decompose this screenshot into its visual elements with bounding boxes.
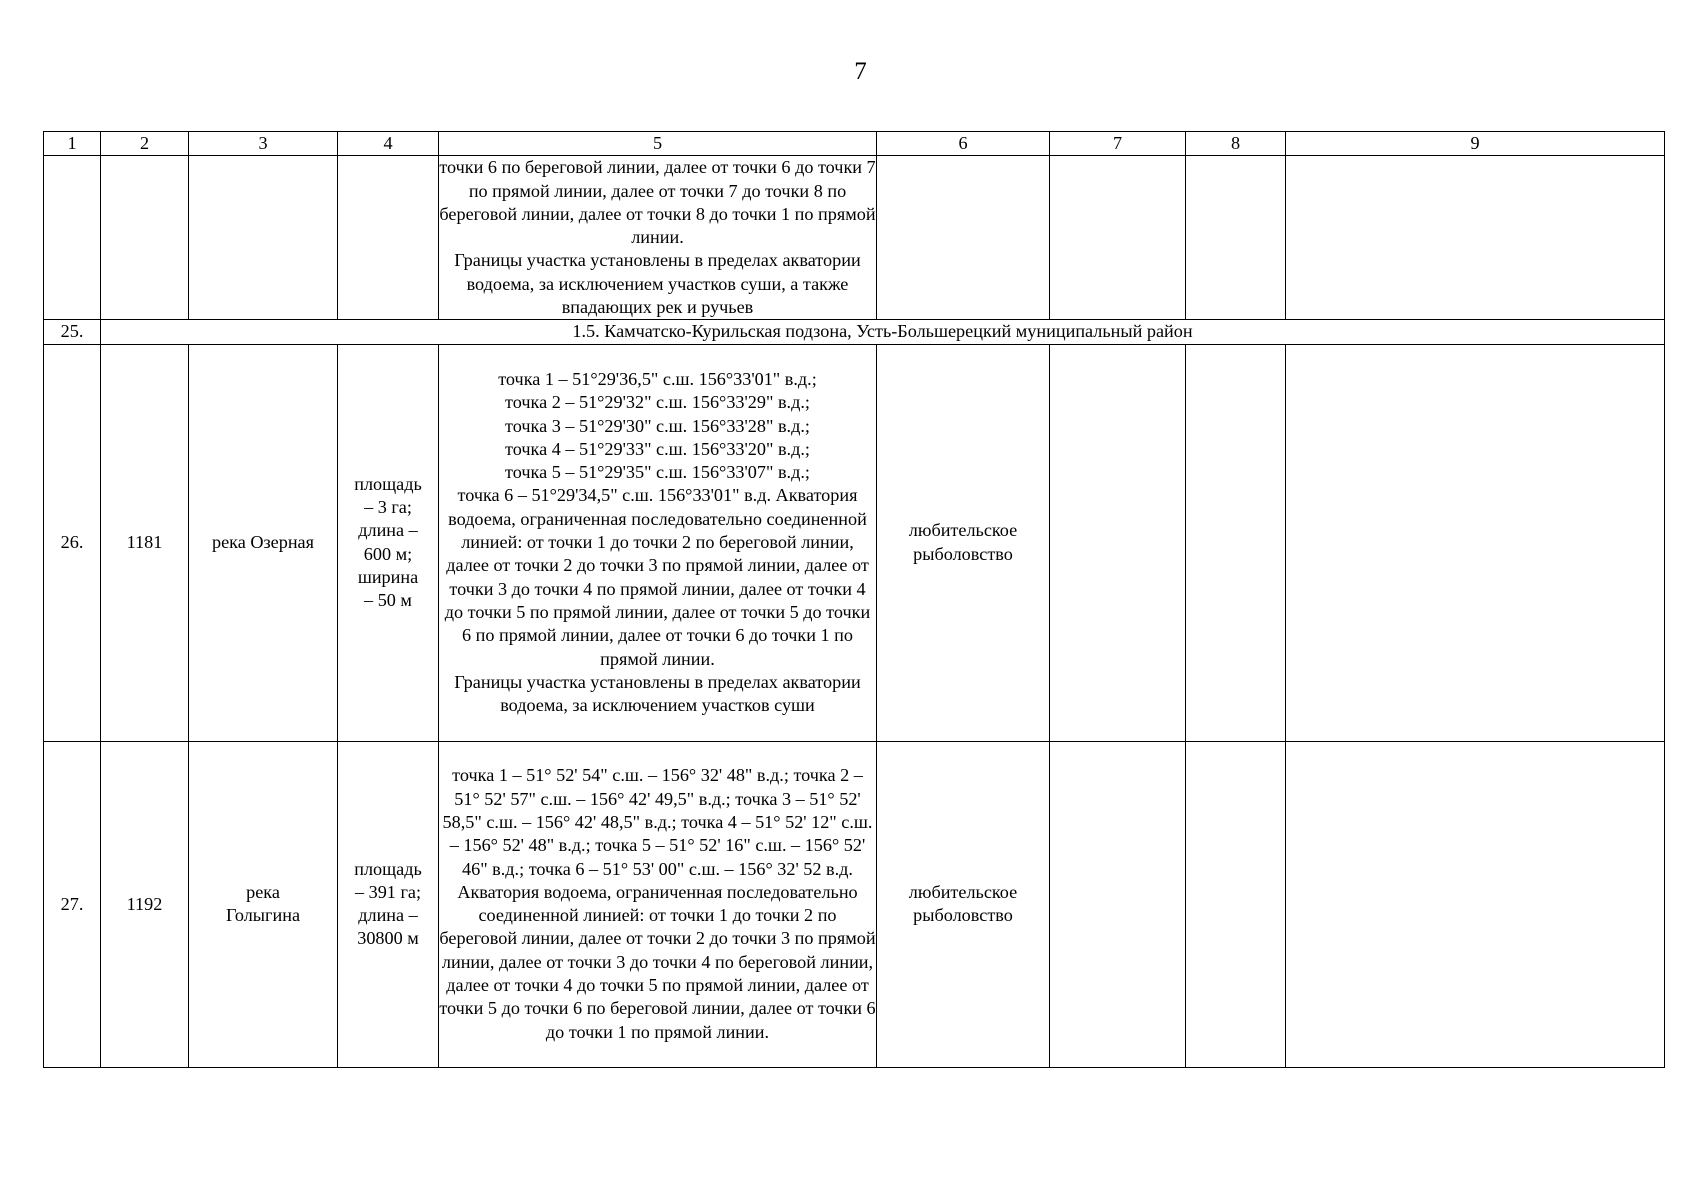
header-cell: 8 xyxy=(1186,132,1286,156)
coordinate-point: точка 1 – 51°29'36,5" с.ш. 156°33'01" в.д.; xyxy=(498,368,817,389)
col8-cell xyxy=(1186,156,1286,320)
size-cell xyxy=(338,156,439,320)
coordinate-point: точка 4 – 51°29'33" с.ш. 156°33'20" в.д.; xyxy=(505,438,810,459)
header-cell: 1 xyxy=(44,132,101,156)
coordinate-point: точка 5 – 51°29'35" с.ш. 156°33'07" в.д.; xyxy=(505,462,810,483)
purpose-line: любительское xyxy=(908,881,1018,902)
header-cell: 4 xyxy=(338,132,439,156)
col8-cell xyxy=(1186,344,1286,741)
name-line: Голыгина xyxy=(225,905,301,926)
number-cell: 25. xyxy=(44,320,101,344)
size-line: ширина xyxy=(357,566,419,587)
description-paragraph: точка 6 – 51°29'34,5" с.ш. 156°33'01" в.д. Акватория водоема, ограниченная последовательно соединенной линией: от точки 1 до точки 2 по береговой линии, далее от точки 2 до точки 3 по прямой линии, далее от точки 3 до точки 4 по прямой линии, далее от точки 4 до точки 5 по прямой линии, далее от точки 5 до точки 6 по прямой линии, далее от точки 6 до точки 1 по прямой линии. xyxy=(444,485,871,669)
header-cell: 2 xyxy=(101,132,189,156)
description-paragraph: Границы участка установлены в пределах акватории водоема, за исключением участков суши xyxy=(454,671,861,716)
page-number: 7 xyxy=(854,58,867,85)
description-cell xyxy=(439,156,877,320)
coordinate-point: точка 3 – 51°29'30" с.ш. 156°33'28" в.д.; xyxy=(505,415,810,436)
size-line: – 50 м xyxy=(364,590,412,611)
number-cell: 26. xyxy=(44,344,101,741)
code-cell xyxy=(101,156,189,320)
name-cell: река Озерная xyxy=(189,344,338,741)
header-cell: 6 xyxy=(877,132,1050,156)
coordinate-point: точка 2 – 51°29'32" с.ш. 156°33'29" в.д.; xyxy=(505,392,810,413)
col9-cell xyxy=(1286,741,1665,1067)
name-cell xyxy=(189,156,338,320)
size-line: – 3 га; xyxy=(364,497,412,518)
table-header-row xyxy=(44,132,1665,156)
description-cell xyxy=(439,344,877,741)
col9-cell xyxy=(1286,344,1665,741)
col7-cell xyxy=(1050,156,1186,320)
table-row xyxy=(44,344,1665,741)
size-cell xyxy=(338,344,439,741)
name-cell xyxy=(189,741,338,1067)
size-line: 30800 м xyxy=(357,928,419,949)
col9-cell xyxy=(1286,156,1665,320)
size-cell xyxy=(338,741,439,1067)
purpose-cell xyxy=(877,741,1050,1067)
name-line: река xyxy=(246,881,280,902)
fishing-areas-table xyxy=(43,131,1665,1068)
description-cell xyxy=(439,741,877,1067)
code-cell: 1192 xyxy=(101,741,189,1067)
description-paragraph: точка 1 – 51° 52' 54" с.ш. – 156° 32' 48" в.д.; точка 2 – 51° 52' 57" с.ш. – 156° 42' 49,5" в.д.; точка 3 – 51° 52' 58,5" с.ш. – 156° 42' 48,5" в.д.; точка 4 – 51° 52' 12" с.ш. – 156° 52' 48" в.д.; точка 5 – 51° 52' 16" с.ш. – 156° 52' 46" в.д.; точка 6 – 51° 53' 00" с.ш. – 156° 32' 52 в.д. Акватория водоема, ограниченная последовательно соединенной линией: от точки 1 до точки 2 по береговой линии, далее от точки 2 до точки 3 по прямой линии, далее от точки 3 до точки 4 по береговой линии, далее от точки 4 до точки 5 по прямой линии, далее от точки 5 до точки 6 по береговой линии, далее от точки 6 до точки 1 по прямой линии. xyxy=(439,765,876,1042)
col7-cell xyxy=(1050,344,1186,741)
purpose-cell xyxy=(877,344,1050,741)
section-title: 1.5. Камчатско-Курильская подзона, Усть-Большерецкий муниципальный район xyxy=(101,320,1665,344)
header-cell: 3 xyxy=(189,132,338,156)
header-cell: 7 xyxy=(1050,132,1186,156)
purpose-line: любительское xyxy=(908,520,1018,541)
col7-cell xyxy=(1050,741,1186,1067)
size-line: площадь xyxy=(354,858,422,879)
table-row xyxy=(44,741,1665,1067)
size-line: – 391 га; xyxy=(354,881,422,902)
description-paragraph: Границы участка установлены в пределах акватории водоема, за исключением участков суши, а также впадающих рек и ручьев xyxy=(454,250,861,318)
size-line: длина – xyxy=(358,520,418,541)
size-line: площадь xyxy=(354,473,422,494)
purpose-line: рыболовство xyxy=(913,543,1013,564)
size-line: длина – xyxy=(358,905,418,926)
header-cell: 5 xyxy=(439,132,877,156)
purpose-line: рыболовство xyxy=(913,905,1013,926)
size-line: 600 м; xyxy=(363,543,413,564)
number-cell: 27. xyxy=(44,741,101,1067)
code-cell: 1181 xyxy=(101,344,189,741)
number-cell xyxy=(44,156,101,320)
col8-cell xyxy=(1186,741,1286,1067)
purpose-cell xyxy=(877,156,1050,320)
header-cell: 9 xyxy=(1286,132,1665,156)
description-paragraph: точки 6 по береговой линии, далее от точки 6 до точки 7 по прямой линии, далее от точки 7 до точки 8 по береговой линии, далее от точки 8 до точки 1 по прямой линии. xyxy=(439,157,876,248)
section-row xyxy=(44,320,1665,344)
table-row-continued xyxy=(44,156,1665,320)
